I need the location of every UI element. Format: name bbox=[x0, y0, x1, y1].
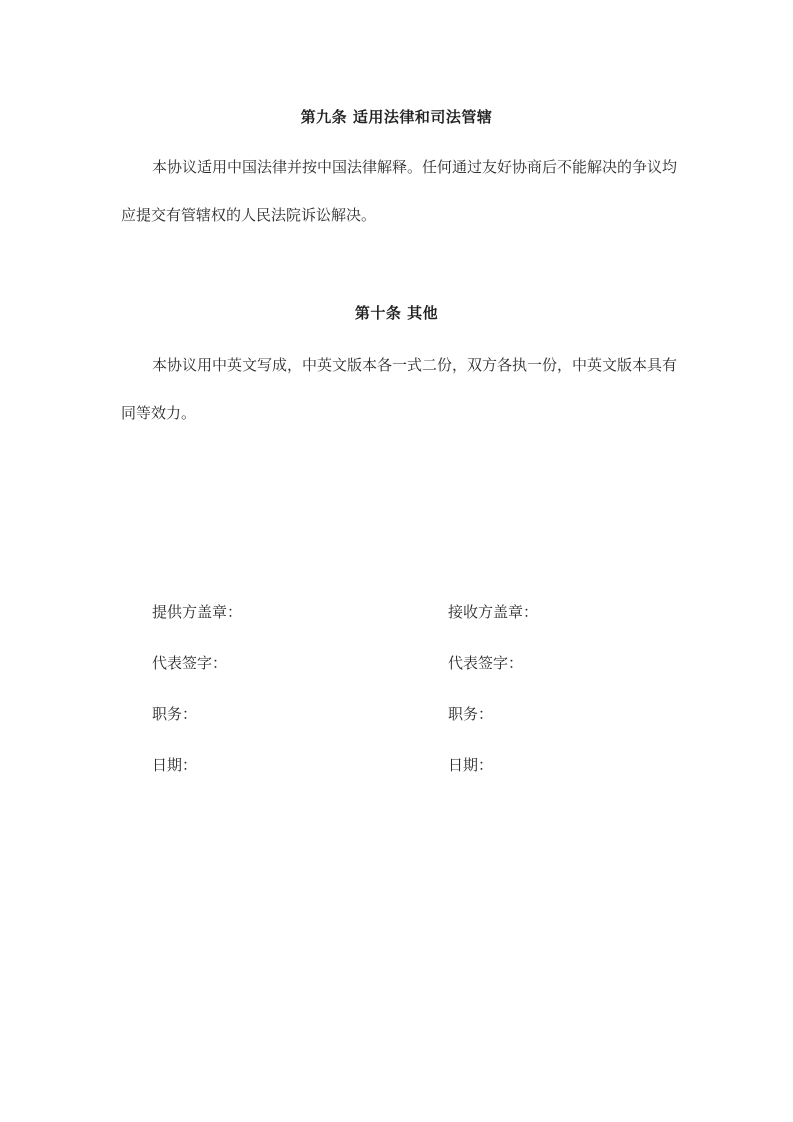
article-9-body: 本协议适用中国法律并按中国法律解释。任何通过友好协商后不能解决的争议均应提交有管辖权的人民法院诉讼解决。 bbox=[121, 158, 678, 224]
provider-date-label: 日期： bbox=[152, 756, 198, 774]
article-9-heading: 第九条 适用法律和司法管辖 bbox=[300, 108, 493, 126]
provider-position-label: 职务： bbox=[152, 705, 198, 723]
provider-signature-block bbox=[152, 597, 242, 801]
article-10-heading: 第十条 其他 bbox=[354, 304, 439, 322]
receiver-seal-label: 接收方盖章： bbox=[448, 603, 539, 621]
receiver-rep-label: 代表签字： bbox=[448, 654, 524, 672]
receiver-signature-block bbox=[448, 597, 538, 801]
article-10-body: 本协议用中英文写成，中英文版本各一式二份，双方各执一份，中英文版本具有同等效力。 bbox=[121, 356, 678, 422]
receiver-position-label: 职务： bbox=[448, 705, 494, 723]
receiver-date-label: 日期： bbox=[448, 756, 494, 774]
provider-rep-label: 代表签字： bbox=[152, 654, 228, 672]
provider-seal-label: 提供方盖章： bbox=[152, 603, 243, 621]
